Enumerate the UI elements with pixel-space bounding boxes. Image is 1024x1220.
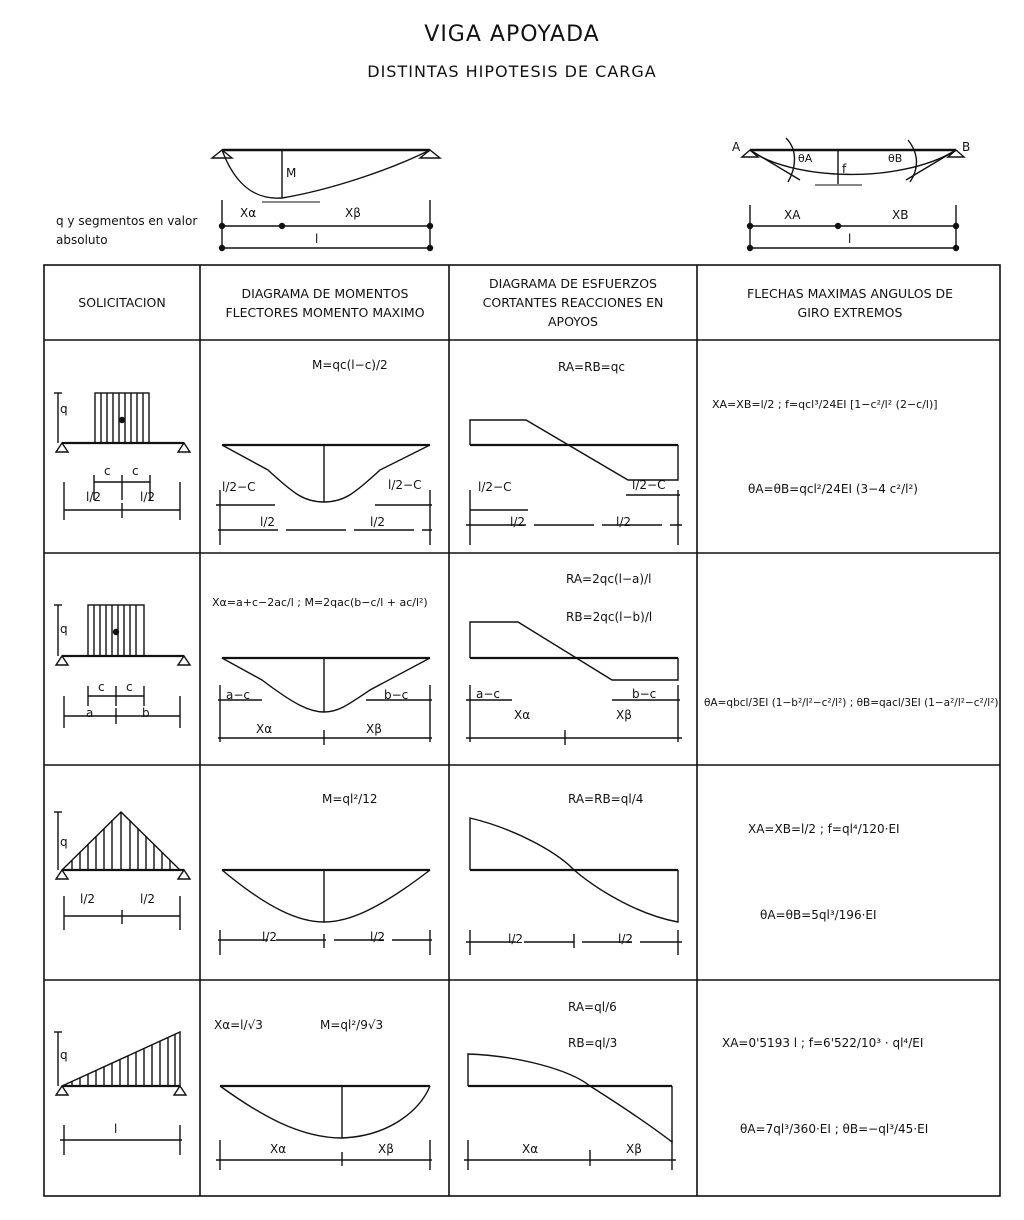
row3-moment-half1: l/2: [262, 930, 278, 944]
row1-shear-half2: l/2: [616, 515, 632, 529]
row4-q-label: q: [60, 1048, 68, 1062]
row3-shear-formula: RA=RB=ql/4: [568, 792, 644, 806]
header-flechas: FLECHAS MAXIMAS ANGULOS DE GIRO EXTREMOS: [747, 285, 953, 320]
row2-shear-left: a−c: [476, 687, 501, 701]
row3-rotation: θA=θB=5ql³/196·EI: [760, 908, 877, 922]
row4-load-diagram: [54, 1032, 186, 1155]
row2-c1-label: c: [98, 680, 105, 694]
row1-c2-label: c: [132, 464, 139, 478]
schematic-moment-label: M: [286, 166, 297, 180]
schematic-deflection-beam: [742, 138, 964, 251]
row4-moment-xa: Xα: [270, 1142, 287, 1156]
schematic-xb-right-label: XB: [892, 208, 909, 222]
row1-rotation: θA=θB=qcl²/24EI (3−4 c²/l²): [748, 482, 918, 496]
row1-load-diagram: [54, 393, 190, 520]
row4-shear-xb: Xβ: [626, 1142, 642, 1156]
row1-moment-right: l/2−C: [388, 478, 422, 492]
row4-shear-formula-b: RB=ql/3: [568, 1036, 618, 1050]
row4-l-label: l: [114, 1122, 118, 1136]
row1-l2-label: l/2: [140, 490, 156, 504]
row1-shear-formula: RA=RB=qc: [558, 360, 625, 374]
row2-load-diagram: [54, 605, 190, 728]
row4-moment-formula-x: Xα=l/√3: [214, 1018, 263, 1032]
row1-shear-half1: l/2: [510, 515, 526, 529]
absolute-value-note: q y segmentos en valor absoluto: [56, 214, 198, 247]
row1-moment-formula: M=qc(l−c)/2: [312, 358, 388, 372]
row4-moment-diagram: [216, 1086, 432, 1170]
row3-q-label: q: [60, 835, 68, 849]
row4-shear-diagram: [464, 1054, 676, 1170]
row4-shear-xa: Xα: [522, 1142, 539, 1156]
support-b-label: B: [962, 140, 971, 154]
row1-shear-right: l/2−C: [632, 478, 666, 492]
row2-shear-diagram: [466, 622, 682, 745]
row2-c2-label: c: [126, 680, 133, 694]
page-subtitle: DISTINTAS HIPOTESIS DE CARGA: [367, 62, 657, 81]
row2-q-label: q: [60, 622, 68, 636]
theta-b-label: θB: [888, 152, 903, 165]
row2-moment-right: b−c: [384, 688, 409, 702]
header-momentos: DIAGRAMA DE MOMENTOS FLECTORES MOMENTO MAXIMO: [225, 285, 425, 320]
row2-a-label: a: [86, 706, 94, 720]
row1-moment-diagram: [216, 445, 432, 545]
row3-moment-diagram: [218, 870, 432, 955]
row3-load-diagram: [54, 812, 190, 930]
row3-l1-label: l/2: [80, 892, 96, 906]
row4-moment-formula-m: M=ql²/9√3: [320, 1018, 384, 1032]
row3-shear-diagram: [466, 818, 682, 955]
row2-moment-xb: Xβ: [366, 722, 382, 736]
row4-rotation: θA=7ql³/360·EI ; θB=−ql³/45·EI: [740, 1122, 929, 1136]
row1-l1-label: l/2: [86, 490, 102, 504]
row2-rotation: θA=qbcl/3EI (1−b²/l²−c²/l²) ; θB=qacl/3EI (1−a²/l²−c²/l²): [704, 697, 999, 709]
row2-moment-left: a−c: [226, 688, 251, 702]
header-solicitacion: SOLICITACION: [78, 295, 166, 310]
schematic-l-right-label: l: [848, 232, 852, 246]
row3-l2-label: l/2: [140, 892, 156, 906]
row4-shear-formula-a: RA=ql/6: [568, 1000, 617, 1014]
schematic-xa-right-label: XA: [784, 208, 801, 222]
row3-moment-formula: M=ql²/12: [322, 792, 378, 806]
row3-shear-half2: l/2: [618, 932, 634, 946]
row1-shear-left: l/2−C: [478, 480, 512, 494]
schematic-xb-label: Xβ: [345, 206, 361, 220]
row1-moment-half2: l/2: [370, 515, 386, 529]
schematic-moment-beam: [212, 150, 440, 251]
schematic-l-label: l: [315, 232, 319, 246]
deflection-f-label: f: [842, 162, 847, 176]
row3-deflection: XA=XB=l/2 ; f=ql⁴/120·EI: [748, 822, 900, 836]
row3-shear-half1: l/2: [508, 932, 524, 946]
row2-b-label: b: [142, 706, 150, 720]
support-a-label: A: [732, 140, 741, 154]
row2-moment-xa: Xα: [256, 722, 273, 736]
theta-a-label: θA: [798, 152, 813, 165]
row1-c1-label: c: [104, 464, 111, 478]
row2-moment-formula: Xα=a+c−2ac/l ; M=2qac(b−c/l + ac/l²): [212, 596, 428, 609]
row1-moment-half1: l/2: [260, 515, 276, 529]
row1-q-label: q: [60, 402, 68, 416]
header-cortantes: DIAGRAMA DE ESFUERZOS CORTANTES REACCIONES EN APOYOS: [482, 276, 664, 329]
row3-moment-half2: l/2: [370, 930, 386, 944]
schematic-xa-label: Xα: [240, 206, 257, 220]
row4-deflection: XA=0'5193 l ; f=6'522/10³ · ql⁴/EI: [722, 1036, 924, 1050]
row2-shear-formula-b: RB=2qc(l−b)/l: [566, 610, 653, 624]
row2-shear-xa: Xα: [514, 708, 531, 722]
row2-shear-right: b−c: [632, 687, 657, 701]
page-title: VIGA APOYADA: [424, 22, 600, 47]
row1-deflection: XA=XB=l/2 ; f=qcl³/24EI [1−c²/l² (2−c/l)]: [712, 398, 938, 411]
row4-moment-xb: Xβ: [378, 1142, 394, 1156]
row2-shear-formula-a: RA=2qc(l−a)/l: [566, 572, 652, 586]
row2-shear-xb: Xβ: [616, 708, 632, 722]
row1-moment-left: l/2−C: [222, 480, 256, 494]
